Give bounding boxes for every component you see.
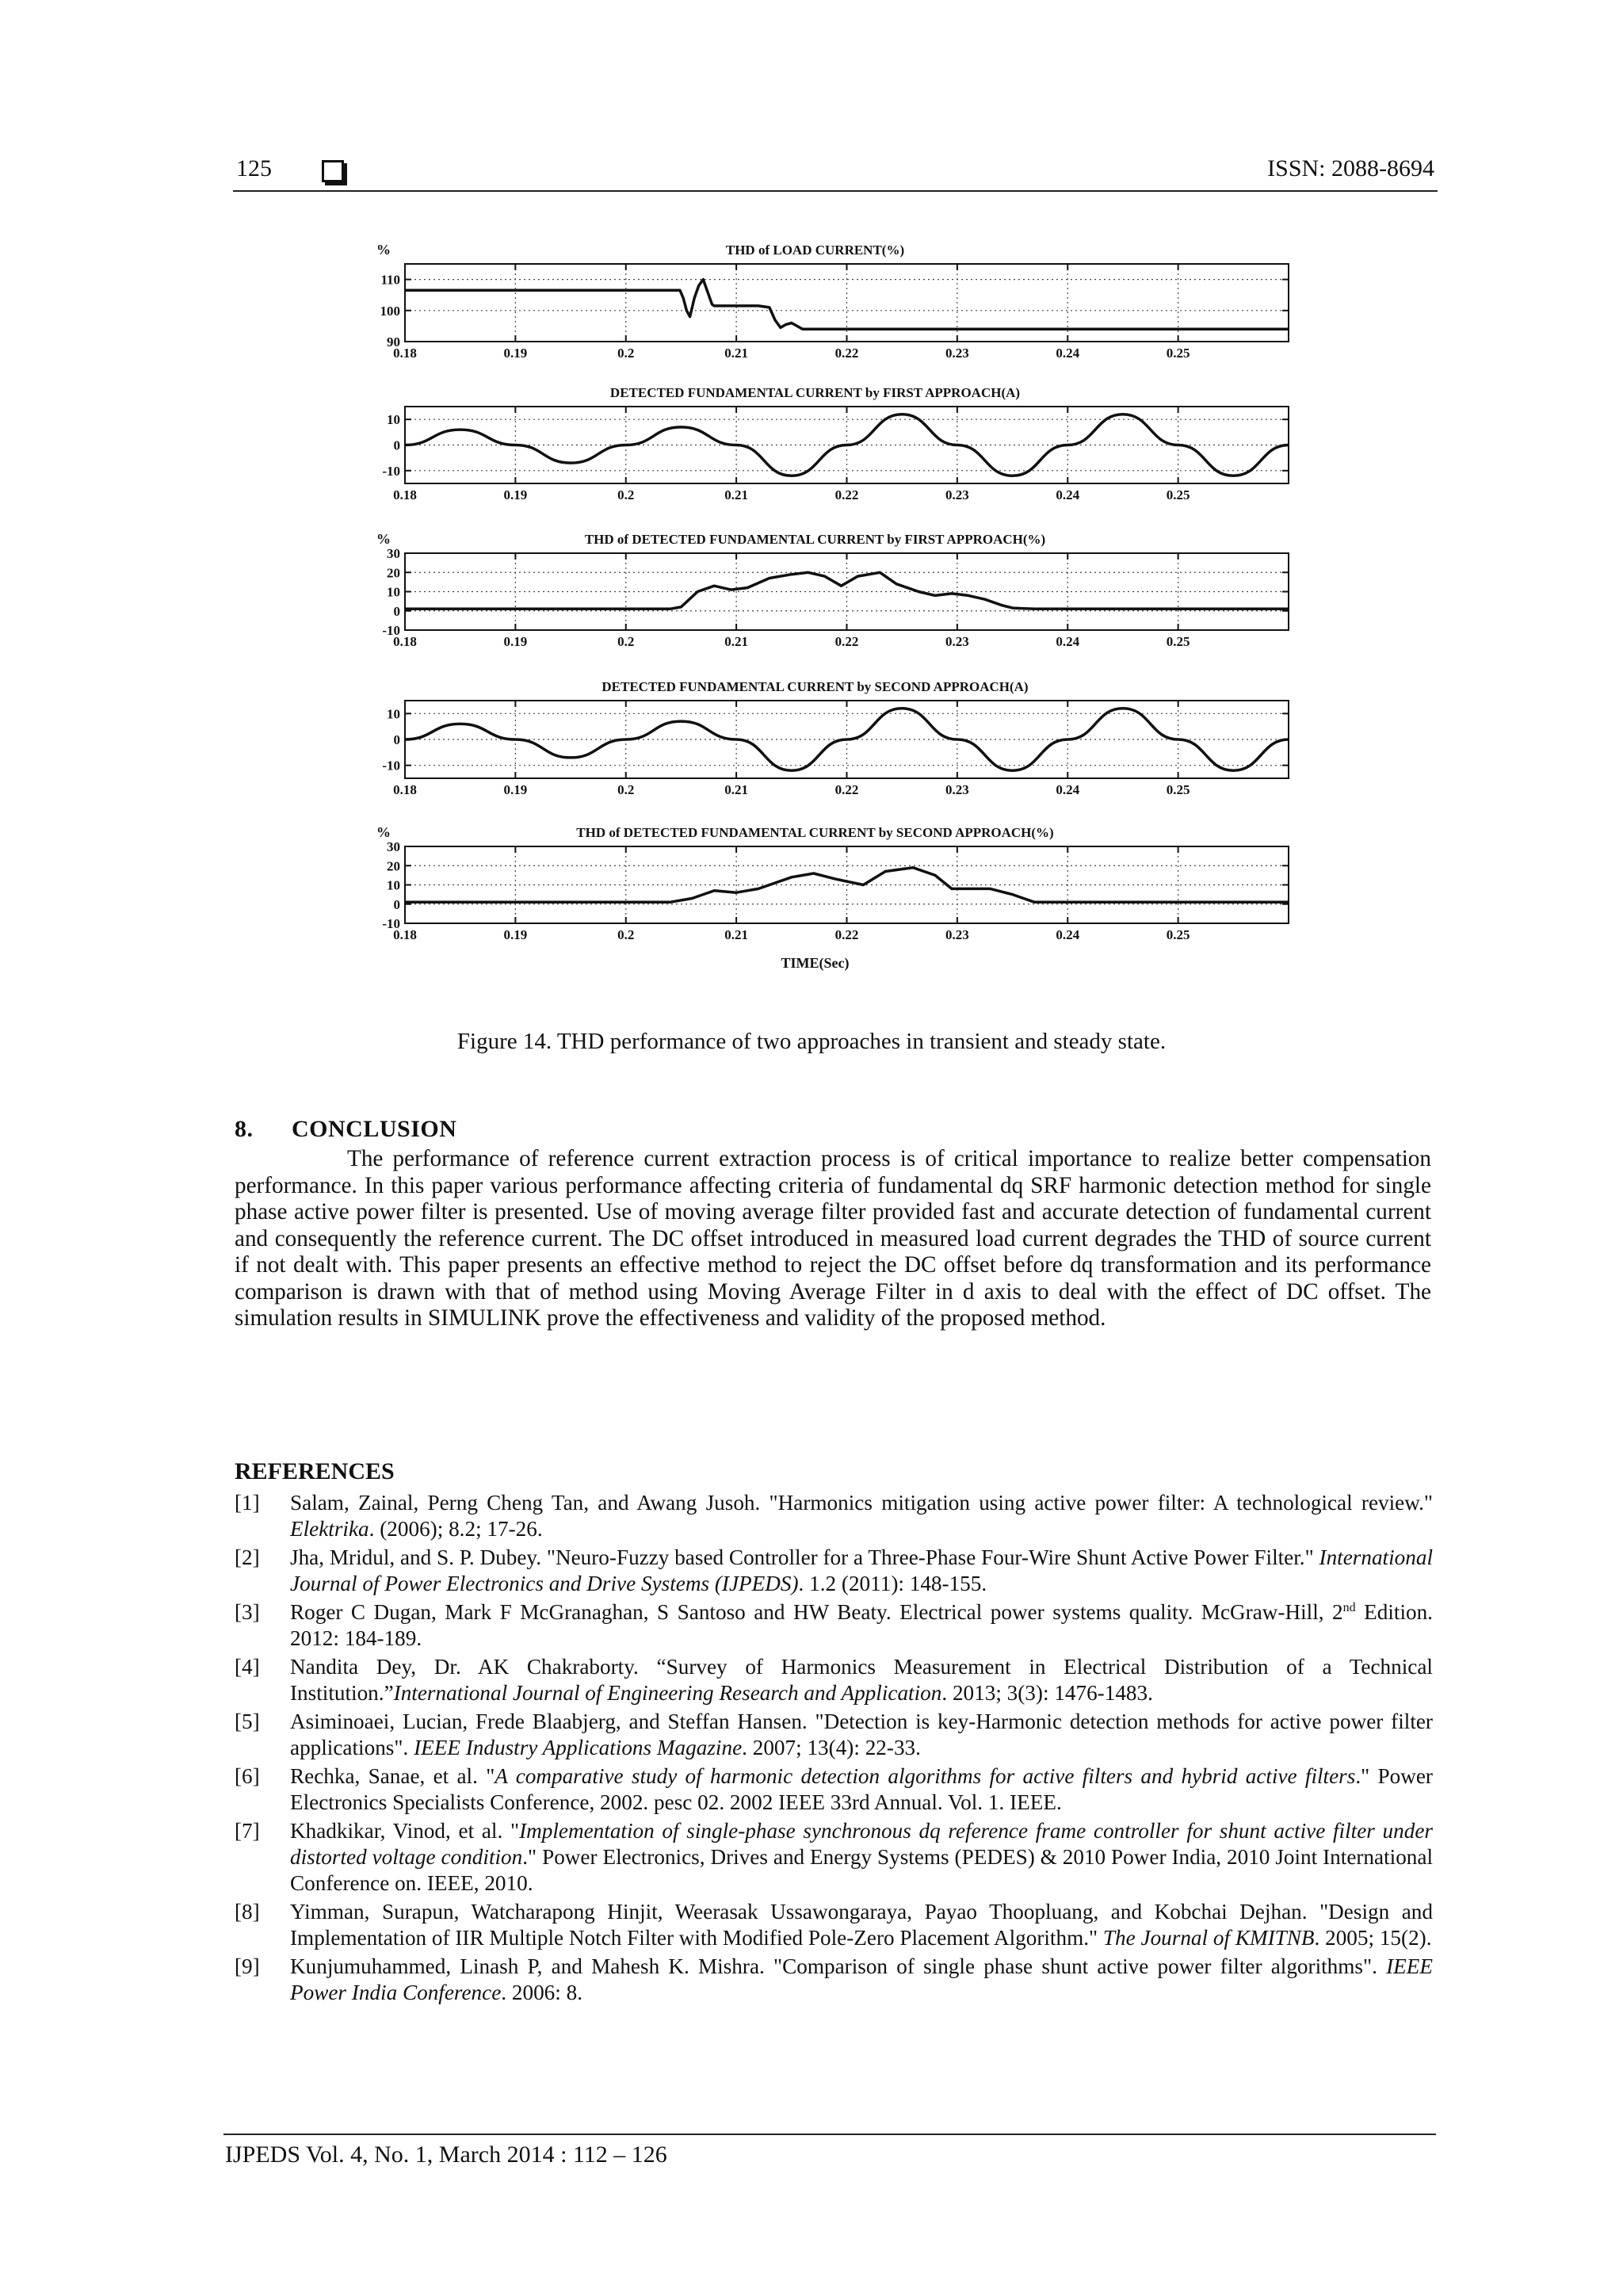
y-tick-label: 10 (387, 877, 400, 893)
x-tick-label: 0.19 (503, 634, 528, 649)
figure-14-charts (372, 228, 1296, 989)
reference-number: [1] (235, 1491, 260, 1515)
x-tick-label: 0.25 (1166, 927, 1190, 942)
reference-text: Rechka, Sanae, et al. "A comparative study of harmonic detection algorithms for active filters and hybrid active filters." Power Electronics Specialists Conference, 2002. pesc 02. 2002 IEEE 33rd Annual. Vol. 1. IEEE. (290, 1764, 1433, 1814)
x-tick-label: 0.21 (724, 346, 748, 361)
y-tick-label: 30 (387, 546, 400, 561)
figure-caption: Figure 14. THD performance of two approaches in transient and steady state. (456, 1029, 1167, 1054)
y-tick-label: -10 (382, 758, 400, 774)
x-tick-label: 0.24 (1056, 634, 1080, 649)
x-tick-label: 0.22 (834, 487, 859, 502)
reference-item (235, 1954, 1433, 2006)
y-unit-label: % (376, 531, 391, 547)
y-tick-label: 10 (387, 584, 400, 600)
x-tick-label: 0.18 (393, 346, 417, 361)
reference-number: [4] (235, 1655, 260, 1679)
x-tick-label: 0.2 (617, 782, 635, 797)
reference-item (235, 1709, 1433, 1761)
reference-item (235, 1763, 1433, 1816)
reference-item (235, 1490, 1433, 1542)
y-tick-label: -10 (382, 463, 400, 479)
reference-number: [9] (235, 1954, 260, 1978)
x-tick-label: 0.21 (724, 927, 748, 942)
reference-text: Nandita Dey, Dr. AK Chakraborty. “Survey of Harmonics Measurement in Electrical Distribution of a Technical Institution.”International Journal of Engineering Research and Application. 2013; 3(3): 1476-1483. (290, 1655, 1433, 1705)
reference-number: [6] (235, 1764, 260, 1788)
reference-text: Asiminoaei, Lucian, Frede Blaabjerg, and Steffan Hansen. "Detection is key-Harmonic detection methods for active power filter applications". IEEE Industry Applications Magazine. 2007; 13(4): 22-33. (290, 1710, 1433, 1759)
x-tick-label: 0.21 (724, 634, 748, 649)
x-tick-label: 0.25 (1166, 346, 1190, 361)
y-tick-label: 0 (393, 437, 400, 453)
x-tick-label: 0.25 (1166, 487, 1190, 502)
references-heading: REFERENCES (235, 1458, 395, 1484)
reference-number: [3] (235, 1600, 260, 1624)
x-tick-label: 0.19 (503, 782, 528, 797)
y-tick-label: 110 (380, 272, 400, 288)
y-tick-label: 0 (393, 732, 400, 747)
x-tick-label: 0.19 (503, 927, 528, 942)
x-tick-label: 0.21 (724, 487, 748, 502)
chart-title: DETECTED FUNDAMENTAL CURRENT by FIRST APPROACH(A) (609, 385, 1021, 400)
y-tick-label: 100 (380, 303, 400, 319)
reference-number: [5] (235, 1710, 260, 1733)
x-tick-label: 0.24 (1056, 927, 1080, 942)
chart-title: THD of DETECTED FUNDAMENTAL CURRENT by SECOND APPROACH(%) (576, 825, 1054, 840)
x-tick-label: 0.25 (1166, 634, 1190, 649)
page-header (233, 152, 1438, 192)
checkbox-bullet-icon (322, 160, 344, 182)
x-tick-label: 0.23 (945, 487, 969, 502)
x-tick-label: 0.18 (393, 487, 417, 502)
series-line (405, 709, 1289, 770)
x-tick-label: 0.22 (834, 346, 859, 361)
y-tick-label: -10 (382, 623, 400, 638)
x-tick-label: 0.23 (945, 927, 969, 942)
references-list (235, 1490, 1433, 2008)
section-title: CONCLUSION (292, 1116, 457, 1142)
reference-item (235, 1599, 1433, 1652)
reference-item (235, 1654, 1433, 1706)
reference-number: [8] (235, 1900, 260, 1924)
y-tick-label: -10 (382, 916, 400, 931)
reference-text: Jha, Mridul, and S. P. Dubey. "Neuro-Fuzzy based Controller for a Three-Phase Four-Wire Shunt Active Power Filter." International Journal of Power Electronics and Drive Systems (IJPEDS). 1.2 (2011): 148-155. (290, 1545, 1433, 1595)
page-number: 125 (236, 155, 272, 181)
x-tick-label: 0.23 (945, 634, 969, 649)
x-tick-label: 0.22 (834, 634, 859, 649)
x-tick-label: 0.23 (945, 346, 969, 361)
y-tick-label: 90 (387, 334, 400, 350)
reference-text: Kunjumuhammed, Linash P, and Mahesh K. Mishra. "Comparison of single phase shunt active power filter algorithms". IEEE Power India Conference. 2006: 8. (290, 1954, 1433, 2004)
series-line (405, 415, 1289, 476)
reference-item (235, 1818, 1433, 1897)
x-tick-label: 0.24 (1056, 346, 1080, 361)
y-unit-label: % (376, 242, 391, 258)
x-tick-label: 0.23 (945, 782, 969, 797)
reference-text: Roger C Dugan, Mark F McGranaghan, S Santoso and HW Beaty. Electrical power systems quality. McGraw-Hill, 2nd Edition. 2012: 184-189. (290, 1600, 1433, 1650)
y-tick-label: 0 (393, 896, 400, 912)
x-axis-label: TIME(Sec) (781, 955, 850, 971)
reference-text: Yimman, Surapun, Watcharapong Hinjit, Weerasak Ussawongaraya, Payao Thoopluang, and Kobchai Dejhan. "Design and Implementation of IIR Multiple Notch Filter with Modified Pole-Zero Placement Algorithm." The Journal of KMITNB. 2005; 15(2). (290, 1900, 1433, 1950)
issn-label: ISSN: 2088-8694 (1267, 155, 1434, 181)
x-tick-label: 0.21 (724, 782, 748, 797)
reference-number: [7] (235, 1819, 260, 1843)
y-tick-label: 10 (387, 412, 400, 428)
reference-number: [2] (235, 1545, 260, 1569)
x-tick-label: 0.22 (834, 927, 859, 942)
x-tick-label: 0.19 (503, 346, 528, 361)
y-tick-label: 10 (387, 706, 400, 722)
chart-title: THD of LOAD CURRENT(%) (725, 243, 905, 258)
x-tick-label: 0.2 (617, 634, 635, 649)
x-tick-label: 0.19 (503, 487, 528, 502)
conclusion-paragraph: The performance of reference current extraction process is of critical importance to realize better compensation performance. In this paper various performance affecting criteria of fundamental dq SRF harmonic detection method for single phase active power filter is presented. Use of moving average filter provided fast and accurate detection of fundamental current and consequently the reference current. The DC offset introduced in measured load current degrades the THD of source current if not dealt with. This paper presents an effective method to reject the DC offset before dq transformation and its performance comparison is drawn with that of method using Moving Average Filter in d axis to deal with the effect of DC offset. The simulation results in SIMULINK prove the effectiveness and validity of the proposed method. (235, 1146, 1431, 1331)
chart-title: DETECTED FUNDAMENTAL CURRENT by SECOND APPROACH(A) (601, 679, 1029, 694)
chart-title: THD of DETECTED FUNDAMENTAL CURRENT by FIRST APPROACH(%) (584, 532, 1046, 547)
x-tick-label: 0.18 (393, 634, 417, 649)
reference-text: Salam, Zainal, Perng Cheng Tan, and Awang Jusoh. "Harmonics mitigation using active power filter: A technological review." Elektrika. (2006); 8.2; 17-26. (290, 1491, 1433, 1541)
page-footer: IJPEDS Vol. 4, No. 1, March 2014 : 112 – 126 (225, 2141, 667, 2168)
x-tick-label: 0.18 (393, 927, 417, 942)
y-tick-label: 20 (387, 858, 400, 874)
x-tick-label: 0.24 (1056, 487, 1080, 502)
section-number: 8. (235, 1116, 254, 1142)
x-tick-label: 0.18 (393, 782, 417, 797)
x-tick-label: 0.2 (617, 927, 635, 942)
reference-item (235, 1899, 1433, 1951)
x-tick-label: 0.22 (834, 782, 859, 797)
x-tick-label: 0.2 (617, 346, 635, 361)
x-tick-label: 0.24 (1056, 782, 1080, 797)
reference-item (235, 1545, 1433, 1597)
y-tick-label: 30 (387, 839, 400, 854)
reference-text: Khadkikar, Vinod, et al. "Implementation of single-phase synchronous dq reference frame controller for shunt active filter under distorted voltage condition." Power Electronics, Drives and Energy Systems (PEDES) & 2010 Power India, 2010 Joint International Conference on. IEEE, 2010. (290, 1819, 1434, 1895)
y-tick-label: 20 (387, 565, 400, 581)
y-unit-label: % (376, 824, 391, 840)
y-tick-label: 0 (393, 603, 400, 619)
conclusion-heading (235, 1116, 456, 1143)
footer-rule (223, 2134, 1436, 2135)
x-tick-label: 0.25 (1166, 782, 1190, 797)
x-tick-label: 0.2 (617, 487, 635, 502)
